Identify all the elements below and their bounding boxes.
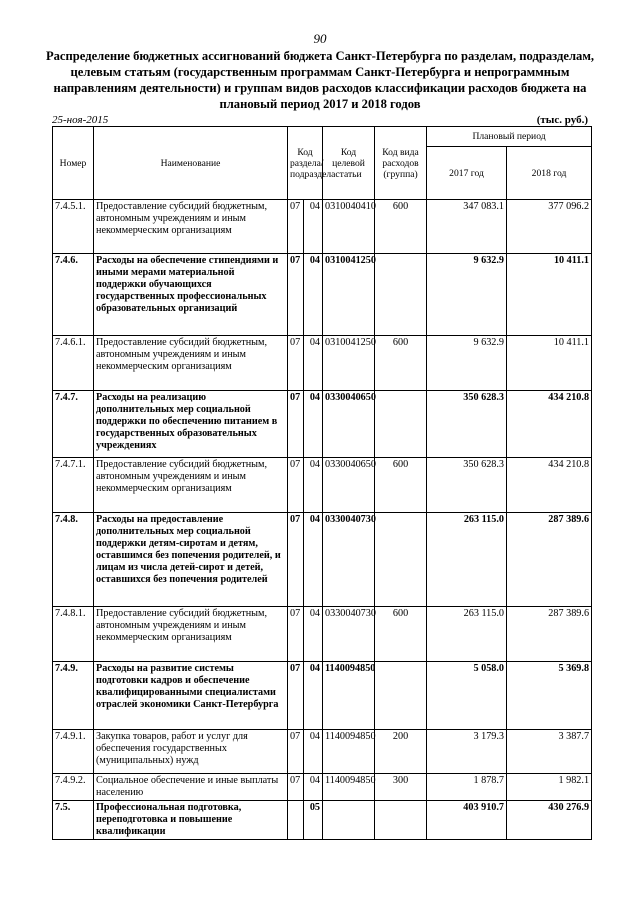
table-body (53, 200, 592, 840)
row-subsection: 04 (304, 458, 323, 513)
table-row (53, 391, 592, 458)
row-number: 7.4.8.1. (53, 607, 94, 662)
table-row (53, 200, 592, 254)
row-name: Профессиональная подготовка, переподготовка и повышение квалификации (94, 801, 288, 840)
row-target-code: 0310040410 (323, 200, 375, 254)
row-target-code: 1140094850 (323, 662, 375, 730)
table-row (53, 458, 592, 513)
row-target-code: 0310041250 (323, 336, 375, 391)
row-value-2017: 263 115.0 (427, 513, 507, 607)
header-name: Наименование (94, 127, 288, 200)
table-row (53, 254, 592, 336)
row-value-2017: 403 910.7 (427, 801, 507, 840)
row-name: Расходы на реализацию дополнительных мер социальной поддержки по обеспечению питанием в государственных образовательных учреждениях (94, 391, 288, 458)
row-target-code: 0330040730 (323, 607, 375, 662)
row-subsection: 04 (304, 774, 323, 801)
row-section: 07 (288, 607, 304, 662)
header-section-code: Код раздела/ подраздела (288, 127, 323, 200)
row-section: 07 (288, 254, 304, 336)
row-expense-type (375, 662, 427, 730)
row-name: Предоставление субсидий бюджетным, автономным учреждениям и иным некоммерческим организациям (94, 607, 288, 662)
row-value-2017: 347 083.1 (427, 200, 507, 254)
row-expense-type: 600 (375, 458, 427, 513)
row-expense-type: 600 (375, 336, 427, 391)
budget-table (52, 126, 592, 840)
document-date: 25-ноя-2015 (52, 114, 109, 126)
row-number: 7.4.9.2. (53, 774, 94, 801)
header-year-2017: 2017 год (427, 147, 507, 200)
row-section: 07 (288, 458, 304, 513)
row-number: 7.4.6. (53, 254, 94, 336)
table-row (53, 774, 592, 801)
units-label: (тыс. руб.) (536, 114, 588, 126)
row-value-2017: 1 878.7 (427, 774, 507, 801)
row-value-2018: 377 096.2 (507, 200, 592, 254)
row-target-code: 0330040650 (323, 458, 375, 513)
header-expense-type-code: Код вида расходов (группа) (375, 127, 427, 200)
row-value-2017: 5 058.0 (427, 662, 507, 730)
page-number: 90 (313, 31, 327, 46)
row-name: Расходы на обеспечение стипендиями и иными мерами материальной поддержки обучающихся государственных профессиональных образовательных организаций (94, 254, 288, 336)
row-number: 7.4.5.1. (53, 200, 94, 254)
row-value-2017: 350 628.3 (427, 391, 507, 458)
row-number: 7.4.6.1. (53, 336, 94, 391)
row-name: Предоставление субсидий бюджетным, автономным учреждениям и иным некоммерческим организациям (94, 200, 288, 254)
table-row (53, 607, 592, 662)
row-target-code (323, 801, 375, 840)
row-subsection: 04 (304, 730, 323, 774)
row-value-2018: 430 276.9 (507, 801, 592, 840)
row-name: Расходы на предоставление дополнительных мер социальной поддержки детям-сиротам и детям, оставшимся без попечения родителей, и лицам из числа детей-сирот и детей, оставшихся без попечения родителей (94, 513, 288, 607)
header-year-2018: 2018 год (507, 147, 592, 200)
row-value-2017: 350 628.3 (427, 458, 507, 513)
row-name: Закупка товаров, работ и услуг для обеспечения государственных (муниципальных) нужд (94, 730, 288, 774)
document-title: Распределение бюджетных ассигнований бюджета Санкт-Петербурга по разделам, подразделам, целевым статьям (государственным программам Санкт-Петербурга и непрограммным направлениям деятельности) и группам видов расходов классификации расходов бюджета на плановый период 2017 и 2018 годов (45, 49, 595, 111)
row-value-2018: 434 210.8 (507, 391, 592, 458)
row-name: Социальное обеспечение и иные выплаты населению (94, 774, 288, 801)
row-number: 7.4.9.1. (53, 730, 94, 774)
row-section: 07 (288, 391, 304, 458)
row-expense-type: 600 (375, 200, 427, 254)
table-row (53, 730, 592, 774)
row-target-code: 0330040730 (323, 513, 375, 607)
row-section: 07 (288, 336, 304, 391)
row-expense-type: 200 (375, 730, 427, 774)
row-expense-type: 600 (375, 607, 427, 662)
row-value-2018: 1 982.1 (507, 774, 592, 801)
row-section: 07 (288, 774, 304, 801)
row-expense-type (375, 801, 427, 840)
row-expense-type (375, 513, 427, 607)
row-value-2018: 10 411.1 (507, 254, 592, 336)
row-section (288, 801, 304, 840)
row-value-2017: 3 179.3 (427, 730, 507, 774)
row-section: 07 (288, 730, 304, 774)
row-expense-type: 300 (375, 774, 427, 801)
table-row (53, 513, 592, 607)
header-number: Номер (53, 127, 94, 200)
row-section: 07 (288, 662, 304, 730)
header-target-code: Код целевой статьи (323, 127, 375, 200)
row-expense-type (375, 391, 427, 458)
row-target-code: 1140094850 (323, 774, 375, 801)
header-plan-period: Плановый период (427, 127, 592, 147)
row-name: Предоставление субсидий бюджетным, автономным учреждениям и иным некоммерческим организациям (94, 458, 288, 513)
row-subsection: 04 (304, 200, 323, 254)
row-number: 7.4.7.1. (53, 458, 94, 513)
row-number: 7.5. (53, 801, 94, 840)
row-number: 7.4.7. (53, 391, 94, 458)
row-value-2017: 263 115.0 (427, 607, 507, 662)
row-section: 07 (288, 200, 304, 254)
row-subsection: 04 (304, 336, 323, 391)
table-row (53, 801, 592, 840)
row-value-2018: 287 389.6 (507, 513, 592, 607)
row-subsection: 04 (304, 391, 323, 458)
row-number: 7.4.8. (53, 513, 94, 607)
row-target-code: 1140094850 (323, 730, 375, 774)
row-target-code: 0330040650 (323, 391, 375, 458)
table-row (53, 662, 592, 730)
row-target-code: 0310041250 (323, 254, 375, 336)
row-value-2017: 9 632.9 (427, 336, 507, 391)
row-subsection: 04 (304, 662, 323, 730)
row-value-2017: 9 632.9 (427, 254, 507, 336)
row-value-2018: 10 411.1 (507, 336, 592, 391)
row-expense-type (375, 254, 427, 336)
row-value-2018: 3 387.7 (507, 730, 592, 774)
row-subsection: 05 (304, 801, 323, 840)
row-value-2018: 287 389.6 (507, 607, 592, 662)
row-name: Расходы на развитие системы подготовки кадров и обеспечение квалифицированными специалистами отраслей экономики Санкт-Петербурга (94, 662, 288, 730)
row-subsection: 04 (304, 607, 323, 662)
row-subsection: 04 (304, 254, 323, 336)
row-number: 7.4.9. (53, 662, 94, 730)
row-section: 07 (288, 513, 304, 607)
row-name: Предоставление субсидий бюджетным, автономным учреждениям и иным некоммерческим организациям (94, 336, 288, 391)
row-value-2018: 434 210.8 (507, 458, 592, 513)
row-subsection: 04 (304, 513, 323, 607)
table-row (53, 336, 592, 391)
row-value-2018: 5 369.8 (507, 662, 592, 730)
